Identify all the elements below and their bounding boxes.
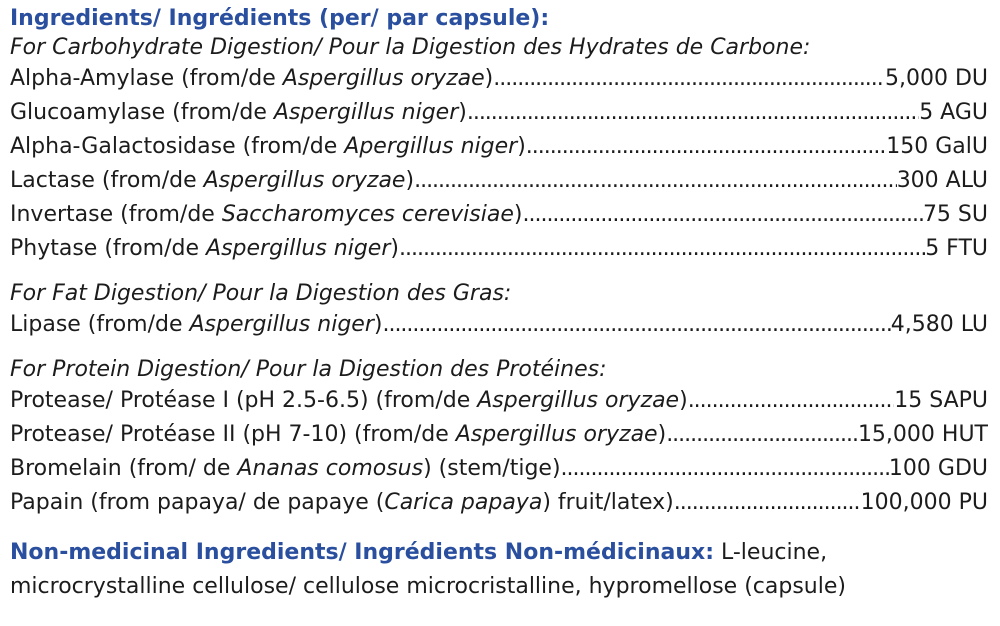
ingredient-source: Aspergillus niger bbox=[273, 100, 459, 125]
ingredient-prefix: Invertase (from/de bbox=[10, 202, 222, 227]
ingredient-name bbox=[10, 198, 522, 232]
dot-leader bbox=[382, 308, 890, 342]
ingredient-row bbox=[10, 198, 988, 232]
carbohydrate-section bbox=[10, 34, 988, 266]
protein-section bbox=[10, 356, 988, 520]
dot-leader bbox=[674, 486, 861, 520]
ingredient-prefix: Phytase (from/de bbox=[10, 236, 207, 261]
ingredient-suffix: ) bbox=[484, 66, 494, 91]
ingredient-row bbox=[10, 232, 988, 266]
ingredient-prefix: Protease/ Protéase II (pH 7-10) (from/de bbox=[10, 422, 456, 447]
non-medicinal-label: Non-medicinal Ingredients/ Ingrédients Non-médicinaux: bbox=[10, 540, 714, 565]
ingredient-source: Aspergillus oryzae bbox=[282, 66, 485, 91]
ingredient-name bbox=[10, 384, 688, 418]
ingredient-amount: 4,580 LU bbox=[890, 312, 988, 337]
ingredient-row bbox=[10, 486, 988, 520]
dot-leader bbox=[467, 96, 919, 130]
ingredient-suffix: ) bbox=[373, 312, 383, 337]
ingredient-amount: 15 SAPU bbox=[894, 388, 988, 413]
ingredient-source: Apergillus niger bbox=[344, 134, 518, 159]
section-spacer bbox=[10, 520, 988, 536]
ingredient-row bbox=[10, 96, 988, 130]
non-medicinal-line-2: microcrystalline cellulose/ cellulose microcristalline, hypromellose (capsule) bbox=[10, 574, 846, 599]
section-title-protein: For Protein Digestion/ Pour la Digestion des Protéines: bbox=[10, 357, 607, 382]
ingredient-row bbox=[10, 384, 988, 418]
ingredient-suffix: ) bbox=[405, 168, 415, 193]
non-medicinal-line-1 bbox=[10, 536, 988, 570]
ingredient-source: Aspergillus oryzae bbox=[203, 168, 406, 193]
ingredient-prefix: Alpha-Galactosidase (from/de bbox=[10, 134, 345, 159]
ingredient-prefix: Lipase (from/de bbox=[10, 312, 190, 337]
ingredient-amount: 5 FTU bbox=[925, 236, 988, 261]
dot-leader bbox=[561, 452, 889, 486]
dot-leader bbox=[526, 130, 886, 164]
dot-leader bbox=[666, 418, 858, 452]
ingredient-amount: 5,000 DU bbox=[884, 66, 988, 91]
ingredient-source: Ananas comosus bbox=[237, 456, 424, 481]
ingredient-prefix: Protease/ Protéase I (pH 2.5-6.5) (from/de bbox=[10, 388, 478, 413]
non-medicinal-text-1: L-leucine, bbox=[714, 540, 828, 565]
ingredient-name bbox=[10, 62, 493, 96]
dot-leader bbox=[522, 198, 922, 232]
ingredient-suffix: ) (stem/tige) bbox=[423, 456, 561, 481]
section-title-carbohydrate: For Carbohydrate Digestion/ Pour la Digestion des Hydrates de Carbone: bbox=[10, 35, 811, 60]
ingredient-prefix: Papain (from papaya/ de papaye ( bbox=[10, 490, 385, 515]
ingredient-suffix: ) bbox=[679, 388, 688, 413]
ingredient-row bbox=[10, 62, 988, 96]
ingredient-amount: 15,000 HUT bbox=[857, 422, 988, 447]
ingredient-source: Aspergillus oryzae bbox=[477, 388, 680, 413]
ingredient-row bbox=[10, 308, 988, 342]
ingredient-source: Aspergillus niger bbox=[206, 236, 391, 261]
dot-leader bbox=[399, 232, 925, 266]
ingredient-suffix: ) bbox=[458, 100, 467, 125]
ingredient-name bbox=[10, 164, 414, 198]
ingredient-name bbox=[10, 232, 399, 266]
ingredient-source: Saccharomyces cerevisiae bbox=[221, 202, 514, 227]
fat-section bbox=[10, 280, 988, 342]
ingredient-suffix: ) bbox=[390, 236, 399, 261]
ingredient-row bbox=[10, 130, 988, 164]
ingredient-name bbox=[10, 96, 467, 130]
ingredient-name bbox=[10, 486, 674, 520]
section-spacer bbox=[10, 342, 988, 356]
section-spacer bbox=[10, 266, 988, 280]
ingredient-row bbox=[10, 452, 988, 486]
ingredient-suffix: ) fruit/latex) bbox=[542, 490, 674, 515]
ingredient-suffix: ) bbox=[513, 202, 523, 227]
section-title-fat: For Fat Digestion/ Pour la Digestion des Gras: bbox=[10, 281, 512, 306]
dot-leader bbox=[688, 384, 895, 418]
ingredient-prefix: Alpha-Amylase (from/de bbox=[10, 66, 283, 91]
ingredient-name bbox=[10, 452, 561, 486]
ingredient-amount: 100,000 PU bbox=[860, 490, 988, 515]
ingredient-amount: 150 GalU bbox=[886, 134, 988, 159]
ingredient-row bbox=[10, 418, 988, 452]
non-medicinal-ingredients bbox=[10, 536, 988, 604]
ingredients-heading: Ingredients/ Ingrédients (per/ par capsule): bbox=[10, 6, 550, 31]
ingredient-row bbox=[10, 164, 988, 198]
ingredient-amount: 5 AGU bbox=[919, 100, 988, 125]
ingredient-suffix: ) bbox=[657, 422, 667, 447]
ingredient-prefix: Lactase (from/de bbox=[10, 168, 204, 193]
ingredient-prefix: Glucoamylase (from/de bbox=[10, 100, 274, 125]
ingredient-prefix: Bromelain (from/ de bbox=[10, 456, 238, 481]
ingredient-suffix: ) bbox=[517, 134, 526, 159]
ingredient-name bbox=[10, 418, 666, 452]
dot-leader bbox=[493, 62, 885, 96]
ingredient-source: Carica papaya bbox=[384, 490, 543, 515]
ingredient-amount: 75 SU bbox=[922, 202, 988, 227]
ingredient-source: Aspergillus niger bbox=[189, 312, 374, 337]
ingredient-name bbox=[10, 130, 526, 164]
ingredient-name bbox=[10, 308, 382, 342]
ingredient-source: Aspergillus oryzae bbox=[455, 422, 658, 447]
dot-leader bbox=[414, 164, 897, 198]
ingredient-amount: 100 GDU bbox=[888, 456, 988, 481]
ingredient-amount: 300 ALU bbox=[896, 168, 988, 193]
